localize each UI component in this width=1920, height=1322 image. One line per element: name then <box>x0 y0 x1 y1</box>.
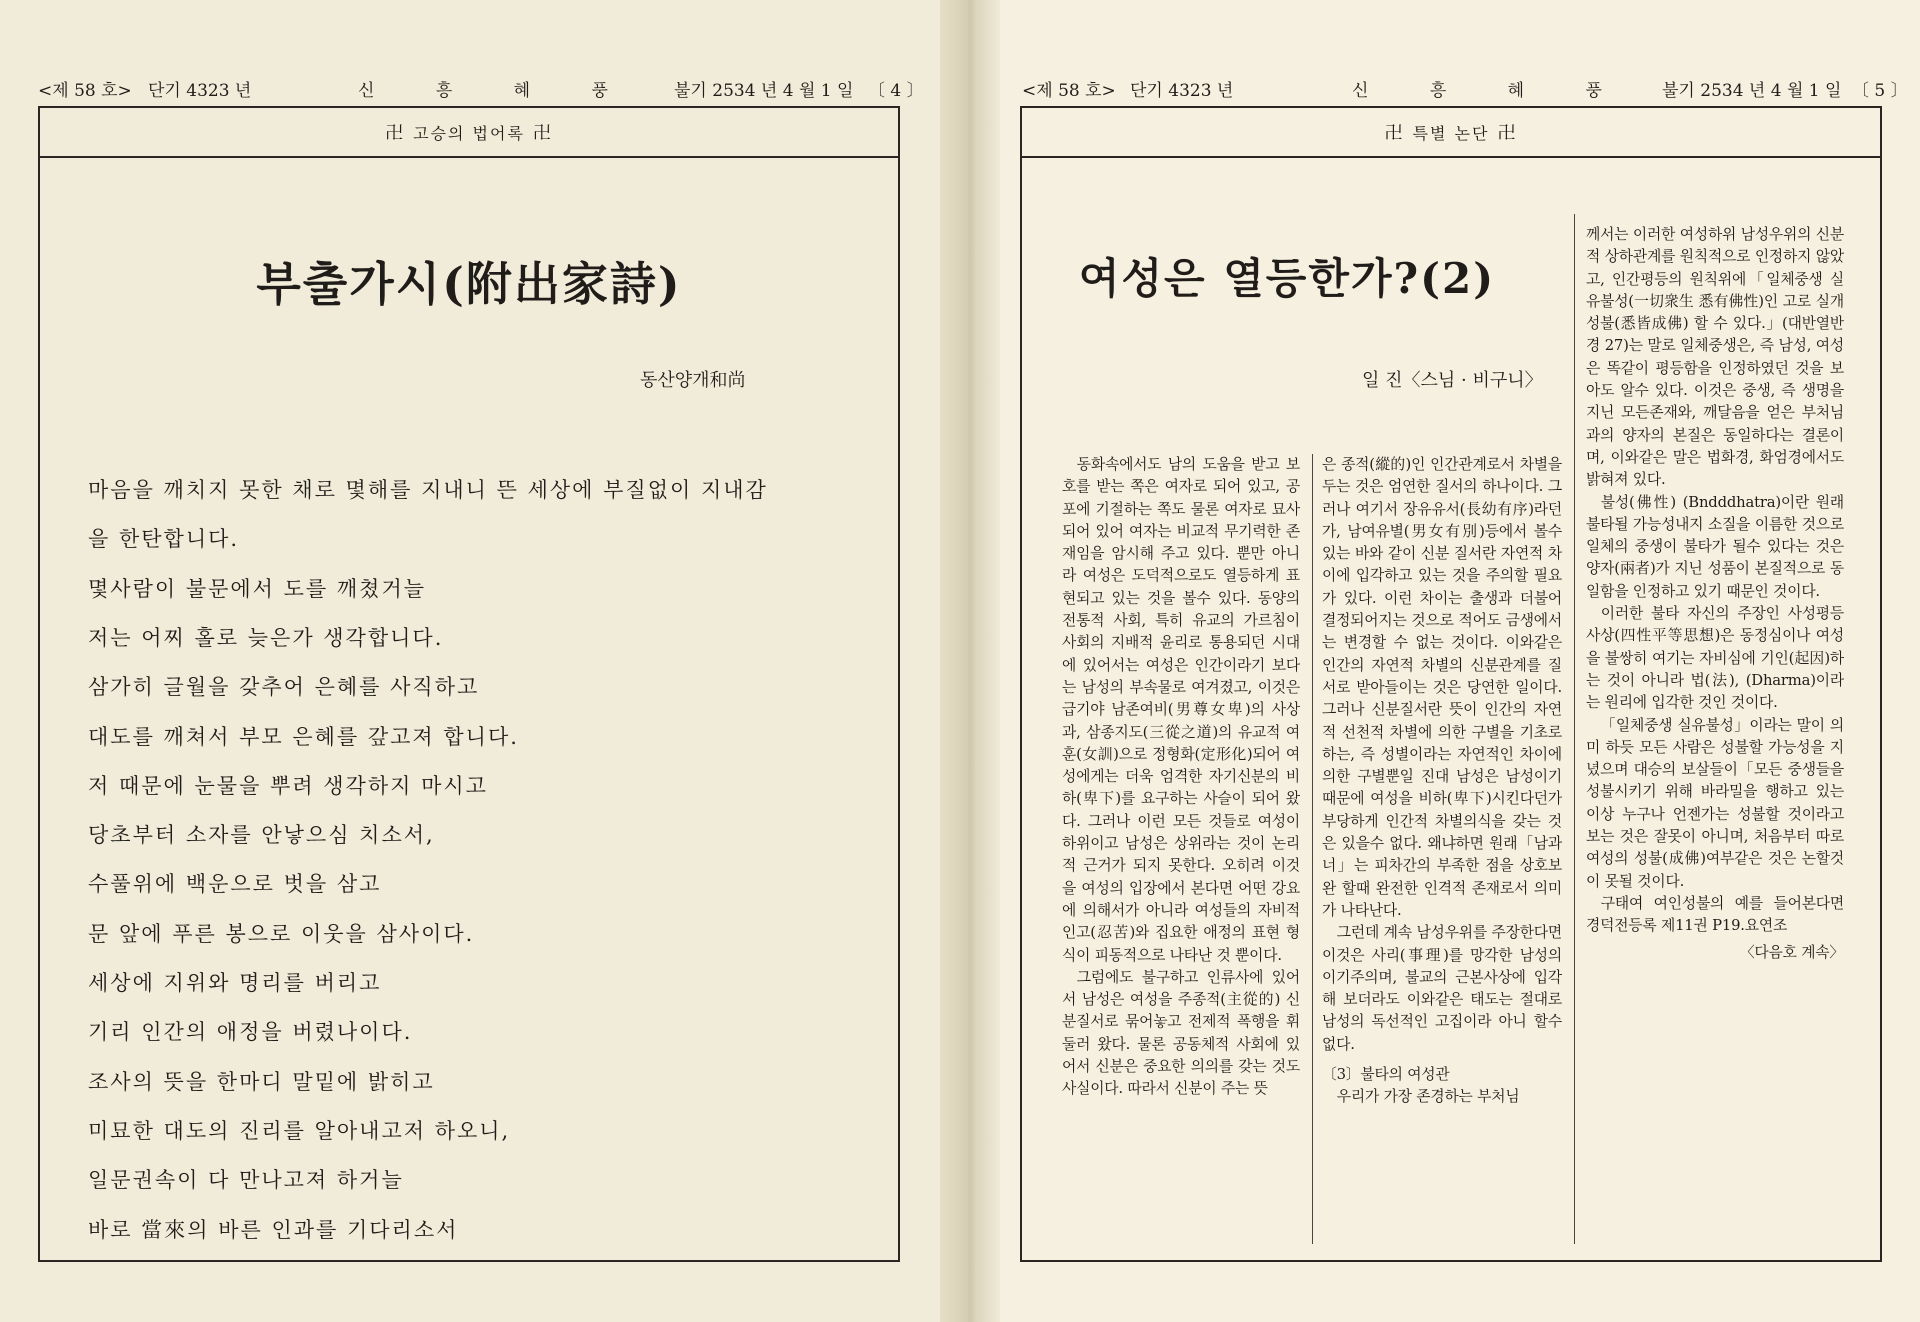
paragraph: 구태여 여인성불의 예를 들어본다면 경덕전등록 제11권 P19.요연조 <box>1586 894 1844 935</box>
right-article-frame <box>1020 106 1882 1262</box>
date-bulgi: 불기 2534 년 4 월 1 일 <box>1662 81 1842 101</box>
poem-line: 저는 어찌 홀로 늦은가 생각합니다. <box>88 625 444 650</box>
date-bulgi: 불기 2534 년 4 월 1 일 <box>674 81 854 101</box>
paragraph: 그런데 계속 남성우위를 주장한다면 이것은 사리(事理)를 망각한 남성의 이기주의며, 불교의 근본사상에 입각해 보더라도 이와같은 태도는 절대로 남성의 독선적인 고집이라 아니 할수 없다. <box>1322 924 1562 1053</box>
article-title: 부출가시(附出家詩) <box>256 257 682 311</box>
right-page <box>1000 0 1920 1322</box>
article-title: 여성은 열등한가?(2) <box>1078 254 1496 303</box>
poem-line: 몇사람이 불문에서 도를 깨쳤거늘 <box>88 576 427 601</box>
article-column-1 <box>1062 454 1300 1254</box>
poem-line: 대도를 깨쳐서 부모 은혜를 갚고져 합니다. <box>88 724 519 749</box>
paragraph: 불성(佛性) (Bndddhatra)이란 원래 불타될 가능성내지 소질을 이름한 것으로 일체의 중생이 불타가 될수 있다는 것은 양자(兩者)가 지닌 성품이 본질적으로 동일함을 인정하고 있기 때문인 것이다. <box>1586 493 1844 600</box>
paragraph: 「일체중생 실유불성」이라는 말이 의미 하듯 모든 사람은 성불할 가능성을 지녔으며 대승의 보살들이「모든 중생들을 성불시키기 위해 바라밀을 행하고 있는 이상 누구나 언젠가는 성불할 것이라고 보는 것은 잘못이 아니며, 처음부터 따로 여성의 성불(成佛)여부같은 것은 논할것이 못될 것이다. <box>1586 716 1844 890</box>
masthead: 신 흥 혜 풍 <box>1352 81 1630 101</box>
left-article-frame <box>38 106 900 1262</box>
subheading: 〔3〕불타의 여성관 <box>1322 1066 1450 1084</box>
issue-number: <제 58 호> <box>1022 81 1116 101</box>
paragraph: 이러한 불타 자신의 주장인 사성평등사상(四性平等思想)은 동정심이나 여성을 불쌍히 여기는 자비심에 기인(起因)하는 것이 아니라 법(法), (Dharma)이라는 원리에 입각한 것인 것이다. <box>1586 605 1844 712</box>
continued-note: 〈다음호 계속〉 <box>1739 943 1844 961</box>
manji-icon: 卍 <box>1384 123 1405 144</box>
paragraph: 은 종적(縱的)인 인간관계로서 차별을 두는 것은 엄연한 질서의 하나이다. 그러나 여기서 장유유서(長幼有序)라던가, 남여유별(男女有別)등에서 볼수 있는 바와 같이 신분 질서란 자연적 차이에 입각하고 있는 것을 주의할 필요가 있다. 이런 차이는 출생과 더불어 결정되어지는 것으로 적어도 금생에서는 변경할 수 없는 것이다. 이와같은 인간의 자연적 차별의 신분관계를 질서로 받아들이는 것은 당연한 일이다. 그러나 신분질서란 뜻이 인간의 자연적 선천적 차별에 의한 구별을 기초로 하는, 즉 성별이라는 자연적인 차이에 의한 구별뿐일 진대 남성은 남성이기 때문에 여성을 비하(卑下)시킨다던가 부당하게 인간적 차별의식을 갖는 것은 있을수 없다. 왜냐하면 원래「남과 너」는 피차간의 부족한 점을 상호보완 할때 완전한 인격적 존재로서 의미가 나타난다. <box>1322 456 1562 919</box>
page-number: 〔 5 〕 <box>1852 81 1908 101</box>
poem-line: 미묘한 대도의 진리를 알아내고저 하오니, <box>88 1118 511 1143</box>
date-dangi: 단기 4323 년 <box>1130 81 1234 101</box>
poem-line: 바로 當來의 바른 인과를 기다리소서 <box>88 1217 459 1242</box>
section-title: 고승의 법어록 <box>413 123 525 143</box>
manji-icon: 卍 <box>385 123 406 144</box>
manji-icon: 卍 <box>532 123 553 144</box>
manji-icon: 卍 <box>1497 123 1518 144</box>
masthead: 신 흥 혜 풍 <box>358 81 636 101</box>
poem-line: 을 한탄합니다. <box>88 527 240 552</box>
poem-line: 기리 인간의 애정을 버렸나이다. <box>88 1020 413 1045</box>
paragraph: 그럼에도 불구하고 인류사에 있어서 남성은 여성을 주종적(主從的) 신분질서로 묶어놓고 전제적 폭행을 휘둘러 왔다. 물론 공동체적 사회에 있어서 신분은 중요한 의의를 갖는 것도 사실이다. 따라서 신분이 주는 뜻 <box>1062 968 1300 1098</box>
poem-line: 당초부터 소자를 안낳으심 치소서, <box>88 823 435 848</box>
poem-line: 조사의 뜻을 한마디 말밑에 밝히고 <box>88 1069 435 1094</box>
article-column-2 <box>1322 454 1562 1254</box>
paragraph: 동화속에서도 남의 도움을 받고 보호를 받는 쪽은 여자로 되어 있고, 공포에 기절하는 쪽도 물론 여자로 묘사되어 있어 여자는 비교적 무기력한 존재임을 암시해 주고 있다. 뿐만 아니라 여성은 도덕적으로도 열등하게 표현되고 있는 것을 볼수 있다. 동양의 전통적 사회, 특히 유교의 가르침이 사회의 지배적 윤리로 통용되던 시대에 있어서는 여성은 인간이라기 보다는 남성의 부속물로 여겨졌고, 이것은 급기야 남존여비(男尊女卑)의 사상과, 삼종지도(三從之道)의 유교적 여훈(女訓)으로 정형화(定形化)되어 여성에게는 더욱 엄격한 자기신분의 비하(卑下)를 요구하는 사슬이 되어 왔다. 그러나 이런 모든 것들로 여성이 하위이고 남성은 상위라는 것이 논리적 근거가 되지 못한다. 오히려 이것을 여성의 입장에서 본다면 어떤 강요에 의해서가 아니라 여성들의 자비적 인고(忍苦)와 집요한 애정의 표현 형식이 피동적으로 나타난 것 뿐이다. <box>1062 456 1300 964</box>
poem-line: 저 때문에 눈물을 뿌려 생각하지 마시고 <box>88 773 488 798</box>
poem-line: 마음을 깨치지 못한 채로 몇해를 지내니 뜬 세상에 부질없이 지내감 <box>88 478 768 502</box>
page-gutter <box>940 0 1000 1322</box>
poem-line: 세상에 지위와 명리를 버리고 <box>88 971 382 995</box>
section-bar <box>40 108 898 158</box>
column-rule <box>1574 214 1575 1244</box>
left-page <box>0 0 940 1322</box>
poem-line: 일문권속이 다 만나고져 하거늘 <box>88 1168 404 1193</box>
right-header <box>1022 76 1908 106</box>
poem-line: 수풀위에 백운으로 벗을 삼고 <box>88 872 382 897</box>
poem-line: 삼가히 글월을 갖추어 은혜를 사직하고 <box>88 675 480 700</box>
author: 일 진〈스님 · 비구니〉 <box>1362 370 1543 391</box>
poem-line: 문 앞에 푸른 봉으로 이웃을 삼사이다. <box>88 921 475 946</box>
section-bar <box>1022 108 1880 158</box>
article-column-3 <box>1586 224 1844 1254</box>
section-title: 특별 논단 <box>1412 123 1490 143</box>
paragraph: 께서는 이러한 여성하위 남성우위의 신분적 상하관계를 원칙적으로 인정하지 않았고, 인간평등의 원칙위에「일체중생 실유불성(一切衆生 悉有佛性)인 고로 실개성불(悉皆成佛) 할 수 있다.」(대반열반경 27)는 말로 일체중생은, 즉 남성, 여성은 똑같이 평등함을 인정하였던 것을 보아도 알수 있다. 이것은 중생, 즉 생명을 지닌 모든존재와, 깨달음을 얻은 부처님과의 양자의 본질은 동일하다는 결론이며, 이와같은 말은 법화경, 화엄경에서도 밝혀져 있다. <box>1586 226 1844 489</box>
left-header <box>38 76 924 106</box>
date-dangi: 단기 4323 년 <box>148 81 252 101</box>
page-number: 〔 4 〕 <box>868 81 924 101</box>
paragraph: 우리가 가장 존경하는 부처님 <box>1336 1088 1520 1106</box>
column-rule <box>1312 454 1313 1244</box>
author: 동산양개和尚 <box>640 370 746 391</box>
issue-number: <제 58 호> <box>38 81 132 101</box>
